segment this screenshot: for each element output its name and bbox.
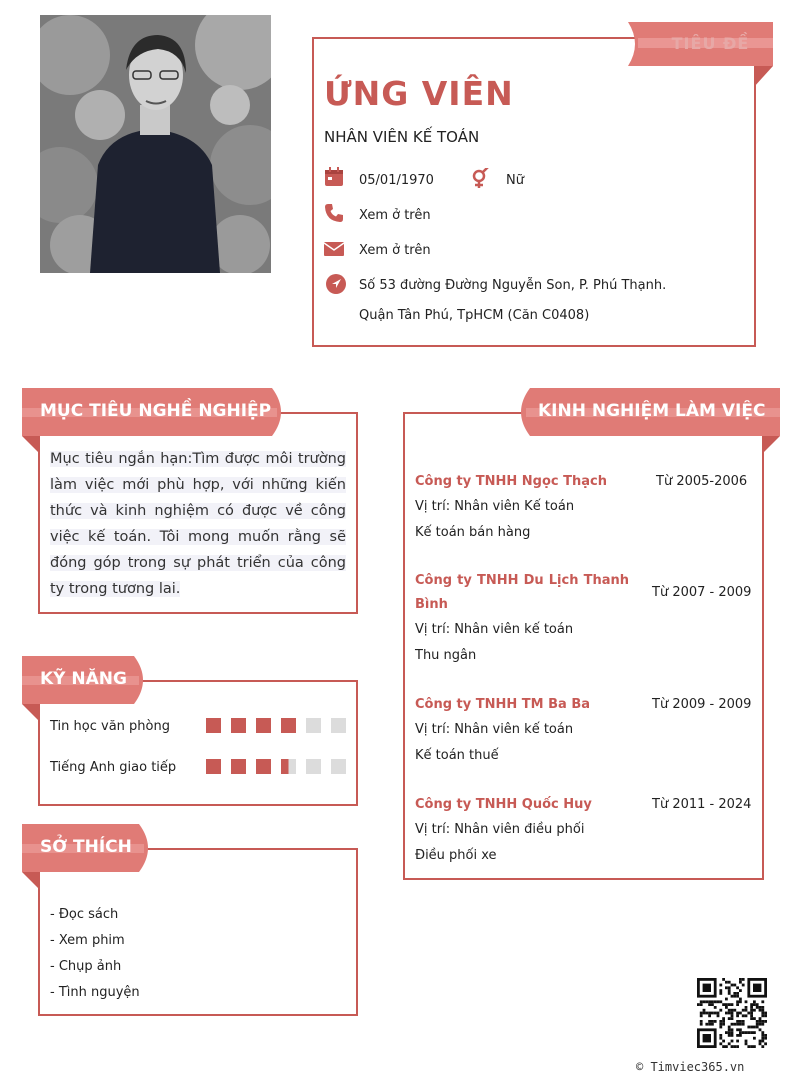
hobbies-title: SỞ THÍCH [40,837,132,857]
exp-position: Vị trí: Nhân viên Kế toán [415,499,575,514]
skill-level-square [256,759,271,774]
exp-time: Từ 2007 - 2009 [652,585,752,600]
hobby-item: - Tình nguyện [50,985,140,1000]
exp-position: Vị trí: Nhân viên kế toán [415,622,574,637]
candidate-photo [40,15,271,273]
job-title: NHÂN VIÊN KẾ TOÁN [324,128,480,146]
skill-level-square [331,759,346,774]
skill-level-square [281,759,296,774]
skill-level-square [256,718,271,733]
skill-level-square [281,718,296,733]
exp-time: Từ 2005-2006 [656,474,748,489]
exp-detail: Thu ngân [415,648,477,663]
exp-detail: Kế toán thuế [415,748,499,763]
experience-title: KINH NGHIỆM LÀM VIỆC [538,401,766,421]
objective-text: Mục tiêu ngắn hạn:Tìm được môi trường làm việc mới phù hợp, với những kiến thức và kinh nghiệm có được về công việc kế toán. Tôi mong muốn rằng sẽ đóng góp trong sự phát triển của công ty trong tương lai. [50,451,346,597]
exp-company: Công ty TNHH Ngọc Thạch [415,474,608,489]
header-tag: TIÊU ĐỀ [671,34,750,53]
hobby-item: - Chụp ảnh [50,959,122,974]
hobby-item: - Đọc sách [50,907,119,922]
objective-ribbon [22,388,294,440]
skill-name: Tiếng Anh giao tiếp [50,760,177,775]
exp-position: Vị trí: Nhân viên kế toán [415,722,574,737]
header-tag-ribbon [628,14,773,70]
skill-level-square [206,718,221,733]
email-value: Xem ở trên [359,243,431,258]
skill-level-square [231,718,246,733]
calendar-icon [324,167,344,187]
skills-title: KỸ NĂNG [40,669,127,689]
exp-time: Từ 2009 - 2009 [652,697,752,712]
mail-icon [324,239,344,259]
address-line2: Quận Tân Phú, TpHCM (Căn C0408) [359,308,590,323]
exp-time: Từ 2011 - 2024 [652,797,752,812]
address-line1: Số 53 đường Đường Nguyễn Son, P. Phú Thạnh. [359,278,667,293]
skill-level-square [206,759,221,774]
objective-title: MỤC TIÊU NGHỀ NGHIỆP [40,401,272,421]
gender-value: Nữ [506,173,524,188]
copyright: © Timviec365.vn [636,1060,745,1074]
skill-level-square [331,718,346,733]
candidate-name: ỨNG VIÊN [324,74,514,113]
phone-value: Xem ở trên [359,208,431,223]
exp-company: Bình [415,597,448,612]
hobby-item: - Xem phim [50,933,125,948]
experience-ribbon [512,388,782,440]
skill-name: Tin học văn phòng [50,719,170,734]
exp-company: Công ty TNHH Quốc Huy [415,797,592,812]
skill-level-square [231,759,246,774]
exp-detail: Điều phối xe [415,848,497,863]
skill-level-square [306,759,321,774]
exp-company: Công ty TNHH TM Ba Ba [415,697,591,712]
exp-position: Vị trí: Nhân viên điều phối [415,822,585,837]
phone-icon [324,203,344,223]
hobbies-ribbon [22,824,157,876]
gender-icon [470,168,490,188]
exp-company: Công ty TNHH Du Lịch Thanh [415,573,629,588]
skills-ribbon [22,656,152,708]
skill-level-square [306,718,321,733]
birthday-value: 05/01/1970 [359,173,434,188]
exp-detail: Kế toán bán hàng [415,525,531,540]
qr-code[interactable] [697,978,767,1048]
location-arrow-icon [326,274,346,294]
